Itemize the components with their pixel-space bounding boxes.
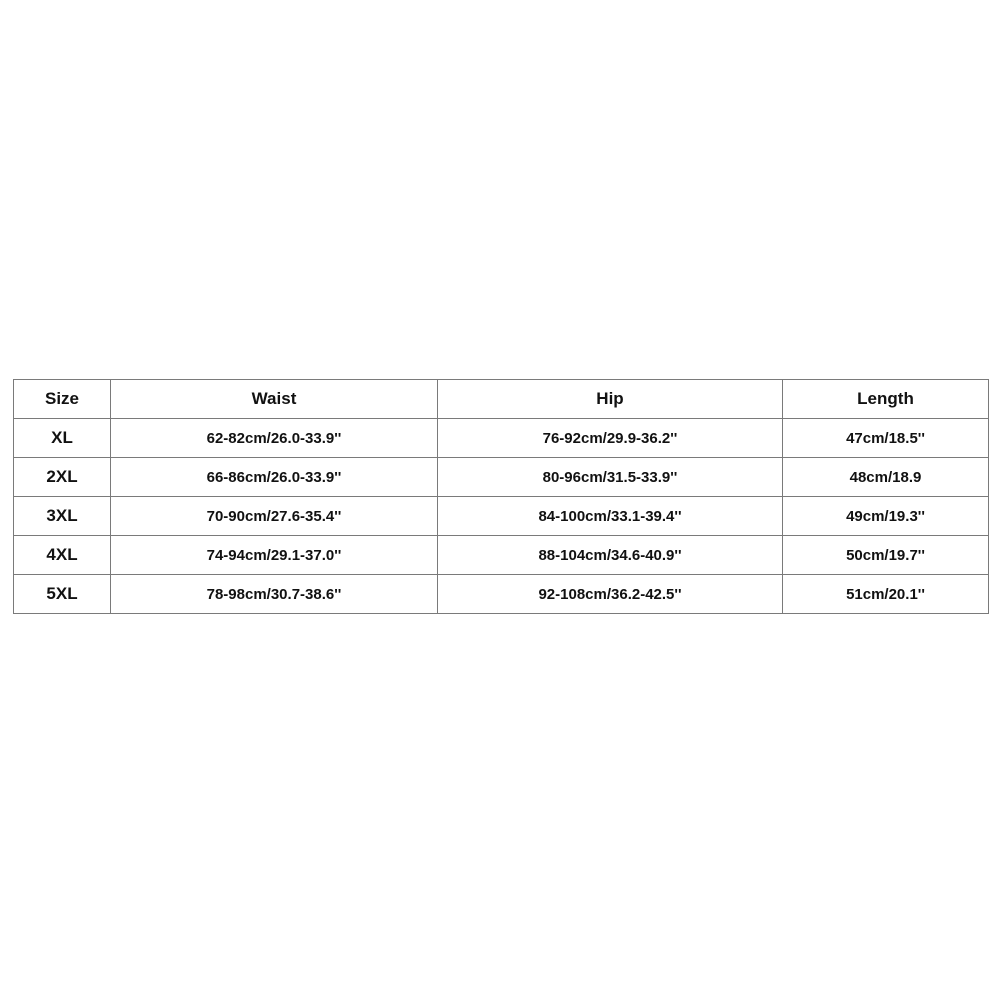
hip-cell: 88-104cm/34.6-40.9'' <box>438 536 783 575</box>
size-cell: XL <box>14 419 111 458</box>
table-header-row <box>14 380 989 419</box>
hip-cell: 92-108cm/36.2-42.5'' <box>438 575 783 614</box>
table-row <box>14 458 989 497</box>
hip-cell: 84-100cm/33.1-39.4'' <box>438 497 783 536</box>
size-cell: 2XL <box>14 458 111 497</box>
table-row <box>14 536 989 575</box>
size-cell: 4XL <box>14 536 111 575</box>
waist-cell: 66-86cm/26.0-33.9'' <box>111 458 438 497</box>
hip-cell: 76-92cm/29.9-36.2'' <box>438 419 783 458</box>
hip-cell: 80-96cm/31.5-33.9'' <box>438 458 783 497</box>
table-row <box>14 497 989 536</box>
table-row <box>14 575 989 614</box>
length-cell: 49cm/19.3'' <box>783 497 989 536</box>
header-size: Size <box>14 380 111 419</box>
waist-cell: 74-94cm/29.1-37.0'' <box>111 536 438 575</box>
size-cell: 5XL <box>14 575 111 614</box>
size-chart-table <box>13 379 989 614</box>
waist-cell: 62-82cm/26.0-33.9'' <box>111 419 438 458</box>
table-row <box>14 419 989 458</box>
length-cell: 50cm/19.7'' <box>783 536 989 575</box>
size-cell: 3XL <box>14 497 111 536</box>
length-cell: 51cm/20.1'' <box>783 575 989 614</box>
header-waist: Waist <box>111 380 438 419</box>
length-cell: 48cm/18.9 <box>783 458 989 497</box>
header-hip: Hip <box>438 380 783 419</box>
header-length: Length <box>783 380 989 419</box>
length-cell: 47cm/18.5'' <box>783 419 989 458</box>
waist-cell: 78-98cm/30.7-38.6'' <box>111 575 438 614</box>
waist-cell: 70-90cm/27.6-35.4'' <box>111 497 438 536</box>
